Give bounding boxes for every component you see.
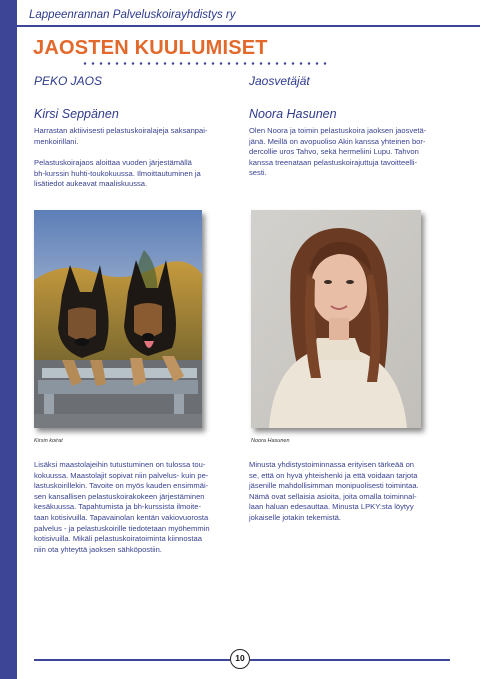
left-intro-paragraph	[34, 126, 207, 147]
text-line: kokuussa. Maastolajit sopivat niin palvelus- kuin pe-	[34, 470, 209, 480]
left-section-heading: PEKO JAOS	[34, 74, 103, 88]
right-photo-caption: Noora Hasunen	[251, 438, 290, 444]
header-divider	[17, 25, 480, 27]
text-line: sesti.	[249, 168, 267, 178]
text-line: kesäkuussa. Tapahtumista ja bh-kurssista ilmoite-	[34, 502, 201, 512]
text-line: bh-kurssin huhti-toukokuussa. Ilmoittautuminen ja	[34, 168, 201, 178]
text-line: laan haluan edesauttaa. Minusta LPKY:sta löytyy	[249, 502, 414, 512]
header-organization: Lappeenrannan Palveluskoirayhdistys ry	[29, 9, 236, 21]
dogs-photo	[34, 210, 202, 428]
right-body-paragraph	[249, 460, 419, 524]
portrait-photo	[251, 210, 421, 428]
text-line: sen kansallisen pelastuskoirakokeen järjestäminen	[34, 491, 205, 501]
footer-divider-left	[34, 659, 230, 661]
text-line: palvelus - ja pelastuskoirille tiedotetaan myöhemmin	[34, 523, 210, 533]
text-line: Minusta yhdistystoiminnassa erityisen tärkeää on	[249, 460, 415, 469]
right-section-heading: Jaosvetäjät	[249, 74, 310, 88]
text-line: lisätiedot aukeavat maaliskuussa.	[34, 179, 148, 189]
page-title: JAOSTEN KUULUMISET	[33, 37, 268, 59]
text-line: jänä. Meillä on avopuoliso Akin kanssa yhteinen bor-	[249, 136, 426, 146]
text-line: jokaiselle jotakin tekemistä.	[249, 512, 342, 522]
text-line: Lisäksi maastolajeihin tutustuminen on tulossa tou-	[34, 460, 206, 469]
text-line: Olen Noora ja toimin pelastuskoira jaoksen jaosvetä-	[249, 126, 427, 135]
text-line: lastuskoirillekin. Tavoite on myös kauden ensimmäi-	[34, 481, 209, 491]
text-line: Nämä ovat sellaisia asioita, joita omalla toiminnal-	[249, 491, 417, 501]
text-line: Pelastuskoirajaos aloittaa vuoden järjestämällä	[34, 158, 192, 167]
text-line: se, että on hyvä yhteishenki ja että voidaan tarjota	[249, 470, 418, 480]
footer-divider-right	[250, 659, 450, 661]
left-author-name: Kirsi Seppänen	[34, 107, 119, 121]
right-intro-paragraph	[249, 126, 426, 179]
text-line: Harrastan aktiivisesti pelastuskoiralajeja saksanpai-	[34, 126, 208, 135]
left-photo-caption: Kirsin koirat	[34, 438, 63, 444]
text-line: kanssa treenataan pelastuskoirajuttuja tavoitteelli-	[249, 157, 418, 167]
left-intro-paragraph-2	[34, 158, 201, 190]
text-line: dercollie uros Tahvo, sekä hermeliini Lupu. Tahvon	[249, 147, 419, 157]
right-author-name: Noora Hasunen	[249, 107, 337, 121]
left-margin-bar	[0, 0, 17, 679]
text-line: kotisivuilla. Mikäli pelastuskoiratoiminta kiinnostaa	[34, 534, 202, 544]
text-line: taan kotisivuilla. Tapavainolan kentän vakiovuorosta	[34, 512, 209, 522]
text-line: niin ota yhteyttä jaoksen sähköpostiin.	[34, 544, 162, 554]
text-line: menkoirillani.	[34, 136, 79, 146]
left-body-paragraph	[34, 460, 210, 555]
text-line: jäsenille mahdollisimman monipuolisesti toimintaa.	[249, 481, 419, 491]
dotted-divider	[81, 62, 331, 65]
page-number: 10	[230, 649, 250, 669]
